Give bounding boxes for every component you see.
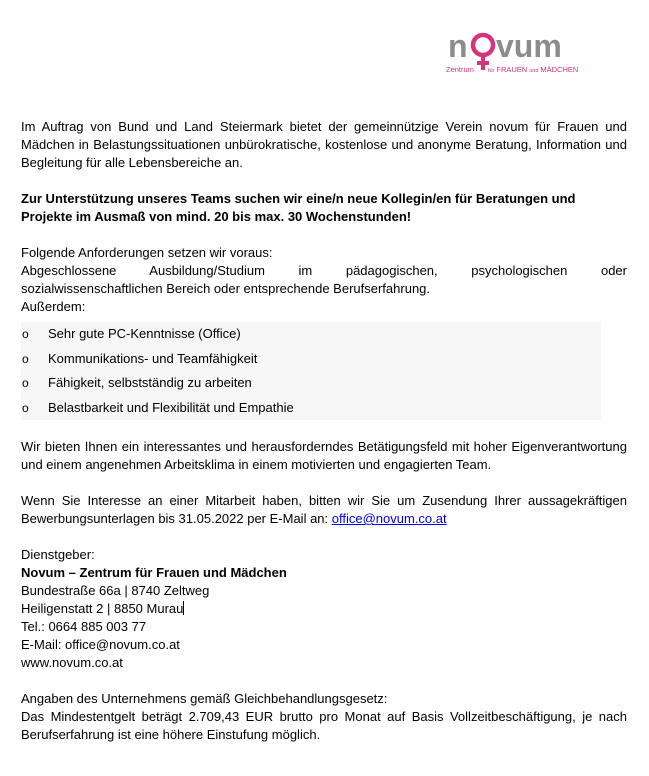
requirements-besides: Außerdem:	[21, 299, 86, 314]
headline-paragraph: Zur Unterstützung unseres Teams suchen wir eine/n neue Kollegin/en für Beratungen und Projekte im Ausmaß von mind. 20 bis max. 30 Wochenstunden!	[21, 191, 576, 224]
requirements-list	[21, 322, 601, 420]
equal-treatment-text: Das Mindestentgelt beträgt 2.709,43 EUR brutto pro Monat auf Basis Vollzeitbeschäftigung, je nach Berufserfahrung ist eine höhere Einstufung möglich.	[21, 709, 627, 742]
list-item-text: Fähigkeit, selbstständig zu arbeiten	[48, 375, 252, 391]
employer-phone: Tel.: 0664 885 003 77	[21, 619, 147, 634]
bullet-icon: o	[22, 400, 29, 415]
list-item	[21, 371, 601, 396]
list-item	[21, 322, 601, 347]
job-posting	[21, 118, 627, 744]
list-item	[21, 396, 601, 421]
bullet-icon: o	[22, 327, 29, 342]
employer-name: Novum – Zentrum für Frauen und Mädchen	[21, 565, 287, 580]
application-email-link[interactable]: office@novum.co.at	[331, 511, 447, 526]
employer-address-1: Bundestraße 66a | 8740 Zeltweg	[21, 583, 210, 598]
novum-logo-graphic	[446, 30, 596, 96]
list-item-text: Belastbarkeit und Flexibilität und Empathie	[48, 399, 294, 415]
list-item-text: Sehr gute PC-Kenntnisse (Office)	[48, 326, 241, 342]
list-item	[21, 347, 601, 372]
employer-address-2-text: Heiligenstatt 2 | 8850 Murau	[21, 601, 184, 616]
logo-letters-vum: vum	[496, 30, 562, 64]
venus-symbol-icon	[473, 35, 493, 55]
requirements-line-2: sozialwissenschaftlichen Bereich oder entsprechende Berufserfahrung.	[21, 281, 431, 296]
logo-letter-n: n	[448, 30, 468, 64]
offer-paragraph: Wir bieten Ihnen ein interessantes und herausforderndes Betätigungsfeld mit hoher Eigenverantwortung und einem angenehmen Arbeitsklima in einem motivierten und engagierten Team.	[21, 439, 627, 472]
employer-label: Dienstgeber:	[21, 547, 95, 562]
bullet-icon: o	[22, 351, 29, 366]
equal-treatment-heading: Angaben des Unternehmens gemäß Gleichbehandlungsgesetz:	[21, 691, 388, 706]
intro-paragraph: Im Auftrag von Bund und Land Steiermark bietet der gemeinnützige Verein novum für Frauen und Mädchen in Belastungssituationen unbürokratische, kostenlose und anonyme Beratung, Information und Begleitung für alle Lebensbereiche an.	[21, 119, 627, 170]
novum-logo	[446, 30, 596, 96]
requirements-line-1: Abgeschlossene Ausbildung/Studium im pädagogischen, psychologischen oder	[21, 263, 627, 278]
employer-web: www.novum.co.at	[21, 655, 123, 670]
application-text: Wenn Sie Interesse an einer Mitarbeit haben, bitten wir Sie um Zusendung Ihrer aussagekräftigen Bewerbungsunterlagen bis 31.05.2022 per E-Mail an:	[21, 493, 627, 526]
text-cursor	[183, 601, 184, 615]
bullet-icon: o	[22, 376, 29, 391]
logo-tagline: Zentrum für FRAUEN und MÄDCHEN	[446, 65, 579, 74]
application-paragraph	[21, 492, 627, 528]
requirements-heading: Folgende Anforderungen setzen wir voraus:	[21, 245, 273, 260]
employer-email: E-Mail: office@novum.co.at	[21, 637, 180, 652]
list-item-text: Kommunikations- und Teamfähigkeit	[48, 350, 258, 366]
employer-address-2	[21, 600, 627, 618]
